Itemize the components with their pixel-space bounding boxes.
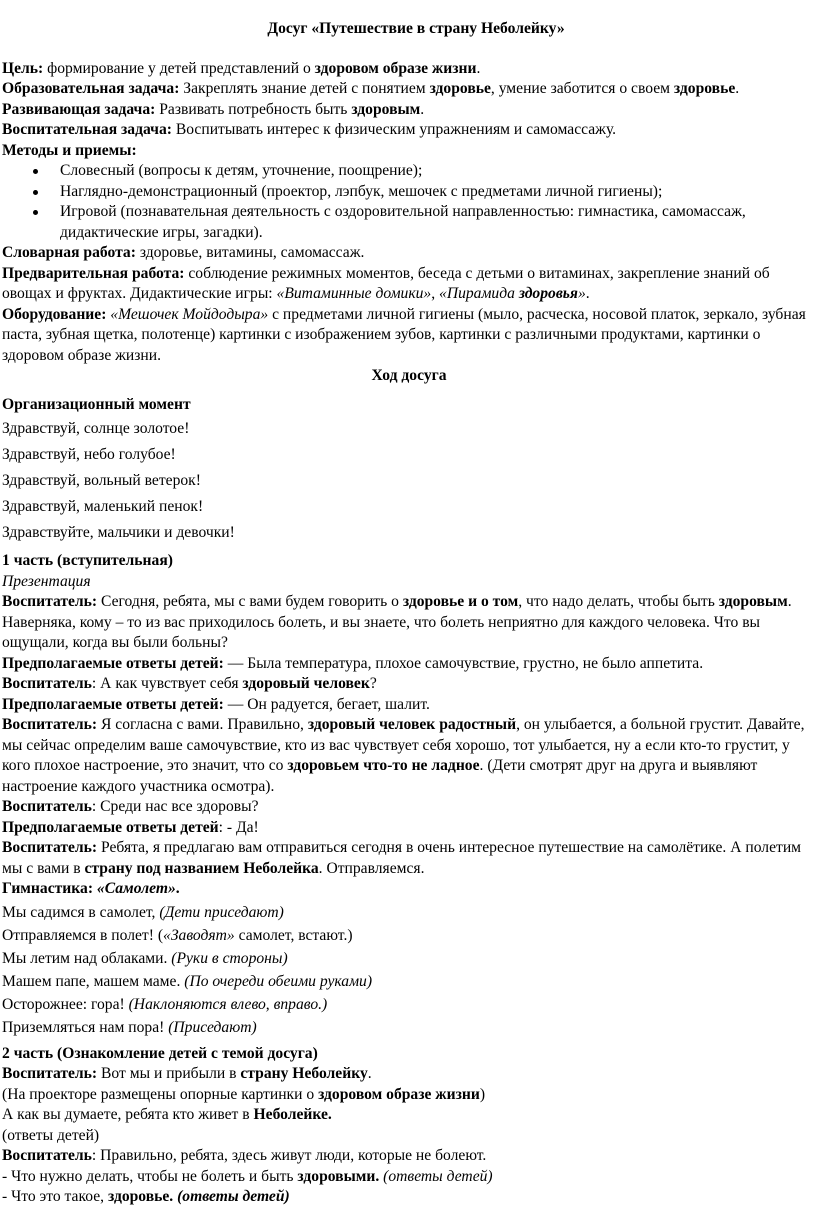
speaker-label: Воспитатель <box>2 798 92 815</box>
greeting-line: Здравствуйте, мальчики и девочки! <box>2 524 235 541</box>
edu-task-end: . <box>735 80 740 97</box>
answers-label: Предполагаемые ответы детей: <box>2 654 224 672</box>
l6-text: - Что нужно делать, чтобы не болеть и быть <box>2 1167 298 1185</box>
speaker-label: Воспитатель <box>2 1147 92 1164</box>
p5-bold: страну под названием Неболейка <box>84 859 319 877</box>
speaker-label: Воспитатель: <box>2 593 98 610</box>
gym-line <box>2 902 816 923</box>
a2-paragraph <box>2 695 816 716</box>
answers-label: Предполагаемые ответы детей: <box>2 695 224 713</box>
p3-bold2: здоровьем что-то не ладное <box>287 757 480 774</box>
part2-heading <box>2 1044 816 1065</box>
prelim-game1: «Витаминные домики» <box>276 285 432 302</box>
greeting-line: Здравствуй, солнце золотое! <box>2 420 190 437</box>
p2-l7 <box>2 1187 816 1208</box>
gym-text: Мы садимся в самолет, <box>2 903 160 921</box>
p3-text3: . (Дети смотрят друг на друга и выявляют настроение каждого участника осмотра). <box>2 757 758 795</box>
gym-line <box>2 925 816 946</box>
gym-action: (По очереди обеими руками) <box>184 972 373 990</box>
equip-paragraph <box>2 305 816 367</box>
part1-heading-text: 1 часть (вступительная) <box>2 552 173 569</box>
p2-l3 <box>2 1105 816 1126</box>
gym-action: (Руки в стороны) <box>171 949 288 967</box>
l7-bold: здоровье. <box>107 1188 174 1205</box>
p2-l5 <box>2 1146 816 1167</box>
goal-bold: здоровом образе жизни <box>314 59 477 77</box>
gym-text: Мы летим над облаками. <box>2 949 172 967</box>
gym-action: (Наклоняются влево, вправо.) <box>128 995 328 1013</box>
p2-l2 <box>2 1085 816 1106</box>
equip-label: Оборудование: <box>2 305 107 323</box>
org-heading <box>2 395 816 416</box>
methods-heading <box>2 141 816 162</box>
part1-heading <box>2 551 816 572</box>
gym-name: «Самолет» <box>96 880 176 897</box>
l6-italic: (ответы детей) <box>379 1167 493 1185</box>
page-title: Досуг «Путешествие в страну Неболейку» <box>267 20 565 37</box>
a1-paragraph <box>2 654 816 675</box>
vocab-label: Словарная работа: <box>2 244 136 261</box>
methods-label: Методы и приемы: <box>2 141 137 159</box>
dev-task-paragraph <box>2 100 816 121</box>
p3-bold: здоровый человек радостный <box>307 716 517 733</box>
goal-label: Цель: <box>2 59 44 77</box>
upb-task-text: Воспитывать интерес к физическим упражнениям и самомассажу. <box>171 121 617 138</box>
p1-bold: здоровье и о том <box>402 593 519 610</box>
speaker-label: Воспитатель: <box>2 839 98 856</box>
prelim-end: . <box>585 285 590 302</box>
q2-paragraph <box>2 674 816 695</box>
presentation-text: Презентация <box>2 572 91 590</box>
p1-text2: , что надо делать, чтобы быть <box>518 593 719 610</box>
gym-line <box>2 948 816 969</box>
gym-text: Машем папе, машем маме. <box>2 972 185 990</box>
goal-end: . <box>476 59 481 77</box>
l6-bold: здоровыми. <box>297 1167 380 1185</box>
q4-text: : Среди нас все здоровы? <box>91 798 259 815</box>
p1-paragraph <box>2 592 816 654</box>
upb-task-label: Воспитательная задача: <box>2 121 172 138</box>
prelim-game2: «Пирамида <box>439 285 519 302</box>
p2-l4: (ответы детей) <box>2 1126 100 1144</box>
l2-text: (На проекторе размещены опорные картинки о <box>2 1085 319 1103</box>
org-heading-text: Организационный момент <box>2 395 191 413</box>
greeting-line: Здравствуй, маленький пенок! <box>2 498 204 515</box>
gym-line <box>2 994 816 1015</box>
gym-action: «Заводят» <box>163 926 235 944</box>
prelim-game2-end: » <box>577 285 586 302</box>
dev-task-bold: здоровым <box>351 100 421 118</box>
dev-task-text: Развивать потребность быть <box>155 100 352 118</box>
p5-text: Ребята, я предлагаю вам отправиться сегодня в очень интересное путешествие на самолётике. А полетим мы с вами в <box>2 839 802 877</box>
l1-text: Вот мы и прибыли в <box>97 1065 241 1082</box>
q2-bold: здоровый человек <box>242 675 370 692</box>
p2-l6 <box>2 1167 816 1188</box>
speaker-label: Воспитатель: <box>2 716 98 733</box>
gym-text2: самолет, встают.) <box>234 926 353 944</box>
p2-l1 <box>2 1064 816 1085</box>
q2-end: ? <box>369 675 377 692</box>
prelim-sep: , <box>431 285 440 302</box>
edu-task-text: Закреплять знание детей с понятием <box>179 80 430 97</box>
p3-paragraph <box>2 715 816 797</box>
edu-task-bold: здоровье <box>429 80 491 97</box>
equip-text: с предметами личной гигиены (мыло, расческа, носовой платок, зеркало, зубная паста, зубная щетка, полотенце) картинки с изображением зубов, картинки с различными продуктами, картинки о здоровом образе жизни. <box>2 305 806 364</box>
upb-task-paragraph <box>2 120 816 141</box>
gym-text: Отправляемся в полет! ( <box>2 926 164 944</box>
l2-bold: здоровом образе жизни <box>318 1085 480 1103</box>
vocab-text: здоровье, витамины, самомассаж. <box>135 244 365 261</box>
gym-label: Гимнастика: <box>2 880 97 897</box>
presentation-label <box>2 572 816 593</box>
prelim-game2-bold: здоровья <box>518 285 578 302</box>
l3-text: А как вы думаете, ребята кто живет в <box>2 1106 254 1123</box>
l2-end: ) <box>479 1085 486 1103</box>
prelim-paragraph <box>2 264 816 305</box>
gym-heading <box>2 879 816 900</box>
q4-paragraph <box>2 797 816 818</box>
p1-bold2: здоровым <box>718 593 788 610</box>
greeting-line: Здравствуй, небо голубое! <box>2 446 176 463</box>
l1-bold: страну Неболейку <box>240 1065 368 1082</box>
p5-text2: . Отправляемся. <box>318 859 425 877</box>
q2-text: : А как чувствует себя <box>91 675 243 692</box>
prelim-text: соблюдение режимных моментов, беседа с детьми о витаминах, закрепление знаний об овощах и фруктах. Дидактические игры: <box>2 264 770 302</box>
course-heading: Ход досуга <box>371 367 447 384</box>
dev-task-label: Развивающая задача: <box>2 100 156 118</box>
p3-text: Я согласна с вами. Правильно, <box>97 716 308 733</box>
goal-text: формирование у детей представлений о <box>43 59 315 77</box>
goal-paragraph <box>2 59 816 80</box>
list-item: Игровой (познавательная деятельность с оздоровительной направленностью: гимнастика, самомассаж, дидактические игры, загадки). <box>60 202 816 243</box>
list-item: Словесный (вопросы к детям, уточнение, поощрение); <box>60 161 816 182</box>
part2-heading-text: 2 часть (Ознакомление детей с темой досуга) <box>2 1044 318 1062</box>
methods-list <box>2 161 816 243</box>
gym-action: (Приседают) <box>168 1018 257 1036</box>
p3-text2: , он улыбается, а больной грустит. Давайте, мы сейчас определим ваше самочувствие, кто из вас чувствует себя хорошо, тот улыбается, ну а если кто-то грустит, у кого плохое настроение, это значит, что со <box>2 716 805 774</box>
gym-text: Осторожнее: гора! <box>2 995 129 1013</box>
l5-text: : Правильно, ребята, здесь живут люди, которые не болеют. <box>91 1147 487 1164</box>
gym-dot: . <box>175 880 180 897</box>
p5-paragraph <box>2 838 816 879</box>
l7-italic: (ответы детей) <box>173 1188 290 1205</box>
a4-text: : - Да! <box>218 818 259 836</box>
prelim-label: Предварительная работа: <box>2 264 185 282</box>
speaker-label: Воспитатель <box>2 675 92 692</box>
p1-text: Сегодня, ребята, мы с вами будем говорить о <box>97 593 403 610</box>
l3-bold: Неболейке. <box>253 1106 332 1123</box>
dev-task-end: . <box>420 100 425 118</box>
list-item: Наглядно-демонстрационный (проектор, лэпбук, мешочек с предметами личной гигиены); <box>60 182 816 203</box>
equip-italic: «Мешочек Мойдодыра» <box>106 305 269 323</box>
p1-text3: . Наверняка, кому – то из вас приходилось болеть, и вы знаете, что болеть неприятно для каждого человека. Что вы ощущали, когда вы были больны? <box>2 593 792 651</box>
a4-paragraph <box>2 818 816 839</box>
l1-end: . <box>367 1065 372 1082</box>
edu-task-paragraph <box>2 79 816 100</box>
a1-text: — Была температура, плохое самочувствие, грустно, не было аппетита. <box>223 654 704 672</box>
answers-label: Предполагаемые ответы детей <box>2 818 219 836</box>
gym-action: (Дети приседают) <box>159 903 284 921</box>
gym-line <box>2 1017 816 1038</box>
edu-task-text2: , умение заботится о своем <box>490 80 674 97</box>
edu-task-bold2: здоровье <box>673 80 736 97</box>
gym-line <box>2 971 816 992</box>
a2-text: — Он радуется, бегает, шалит. <box>223 695 430 713</box>
speaker-label: Воспитатель: <box>2 1065 98 1082</box>
gym-text: Приземляться нам пора! <box>2 1018 169 1036</box>
vocab-paragraph <box>2 243 816 264</box>
greeting-line: Здравствуй, вольный ветерок! <box>2 472 201 489</box>
l7-text: - Что это такое, <box>2 1188 108 1205</box>
edu-task-label: Образовательная задача: <box>2 80 180 97</box>
